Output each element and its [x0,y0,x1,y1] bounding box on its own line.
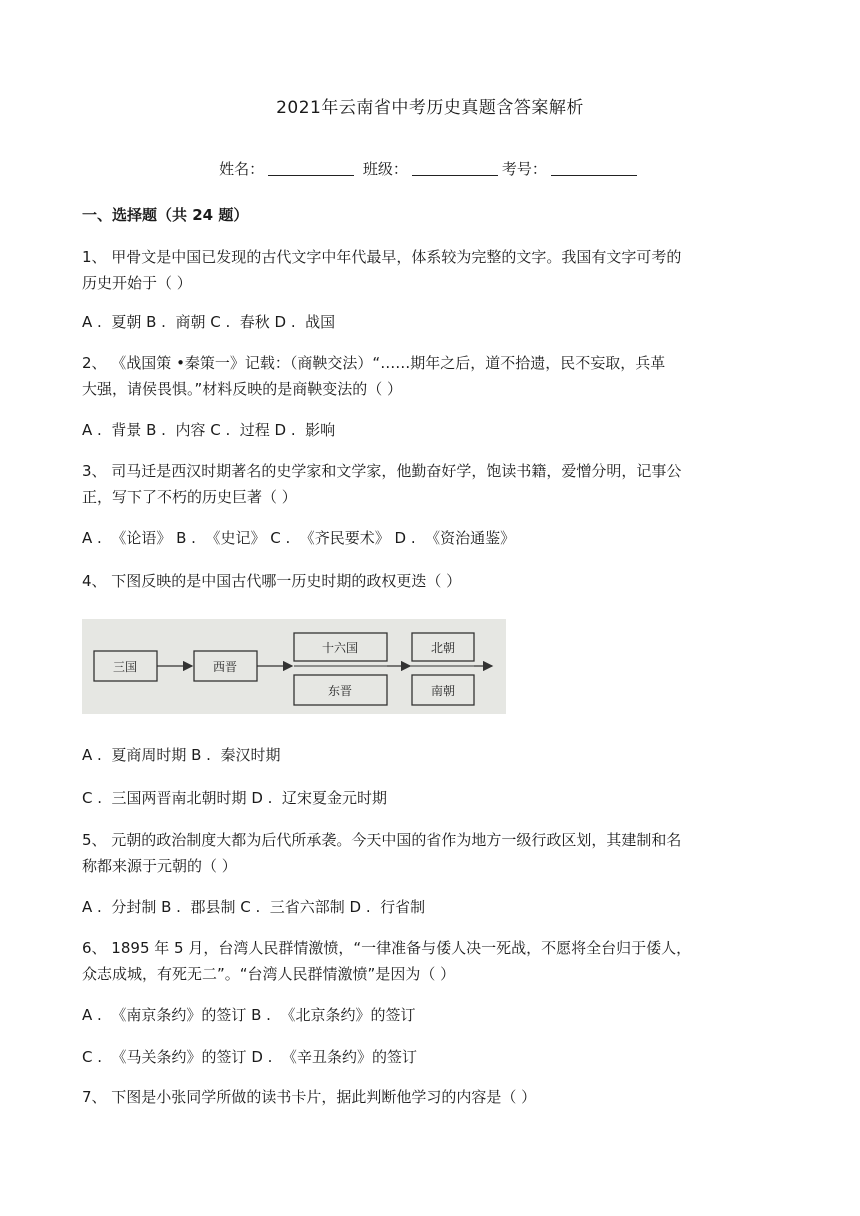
question-text: 大强，请侯畏惧。”材料反映的是商鞅变法的（ ） [82,380,403,398]
question-text: 1、 甲骨文是中国已发现的古代文字中年代最早，体系较为完整的文字。我国有文字可考的 [82,248,682,266]
id-label: 考号： [501,160,547,178]
question-4 [82,568,782,594]
question-text: 6、 1895 年 5 月，台湾人民群情激愤，“一律准备与倭人决一死战，不愿将全台归于倭人， [82,939,692,957]
section-heading: 一、选择题（共 24 题） [82,206,249,224]
question-2-options: A . 背景 B . 内容 C . 过程 D . 影响 [82,421,336,439]
label-dongjin: 东晋 [327,684,353,698]
question-text: 历史开始于（ ） [82,274,192,292]
question-text: 4、 下图反映的是中国古代哪一历史时期的政权更迭（ ） [82,572,462,590]
question-4-option-line-1: A . 夏商周时期 B . 秦汉时期 [82,746,281,764]
question-4-option-line-2: C . 三国两晋南北朝时期 D . 辽宋夏金元时期 [82,789,387,807]
question-2 [82,350,782,402]
dynasty-flow-diagram [82,619,506,714]
label-nanchao: 南朝 [430,684,456,698]
question-5 [82,827,782,879]
question-6-option-line-2: C . 《马关条约》的签订 D . 《辛丑条约》的签订 [82,1048,417,1066]
question-6-option-line-1: A . 《南京条约》的签订 B . 《北京条约》的签订 [82,1006,416,1024]
question-6 [82,935,782,987]
question-text: 众志成城，有死无二”。“台湾人民群情激愤”是因为（ ） [82,965,456,983]
question-3 [82,458,782,510]
class-blank[interactable] [412,161,498,176]
label-beichao: 北朝 [430,641,456,655]
question-text: 正，写下了不朽的历史巨著（ ） [82,488,297,506]
name-label: 姓名： [219,160,265,178]
label-xijin: 西晋 [212,660,238,674]
class-label: 班级： [362,160,408,178]
question-1 [82,244,782,296]
question-text: 称都来源于元朝的（ ） [82,857,237,875]
question-text: 7、 下图是小张同学所做的读书卡片，据此判断他学习的内容是（ ） [82,1088,537,1106]
question-text: 3、 司马迁是西汉时期著名的史学家和文学家，他勤奋好学，饱读书籍，爱憎分明，记事公 [82,462,682,480]
label-shiliuguo: 十六国 [321,641,359,655]
label-sanguo: 三国 [112,660,138,674]
question-5-options: A . 分封制 B . 郡县制 C . 三省六部制 D . 行省制 [82,898,426,916]
name-blank[interactable] [268,161,354,176]
question-text: 5、 元朝的政治制度大都为后代所承袭。今天中国的省作为地方一级行政区划，其建制和名 [82,831,682,849]
question-3-options: A . 《论语》 B . 《史记》 C . 《齐民要术》 D . 《资治通鉴》 [82,529,516,547]
question-1-options: A . 夏朝 B . 商朝 C . 春秋 D . 战国 [82,313,336,331]
question-text: 2、 《战国策 •秦策一》记载：（商鞅交法）“……期年之后，道不拾遗，民不妄取，兵革 [82,354,666,372]
id-blank[interactable] [551,161,637,176]
student-info-line [0,158,860,179]
page-title: 2021年云南省中考历史真题含答案解析 [276,98,584,118]
question-7 [82,1084,782,1110]
